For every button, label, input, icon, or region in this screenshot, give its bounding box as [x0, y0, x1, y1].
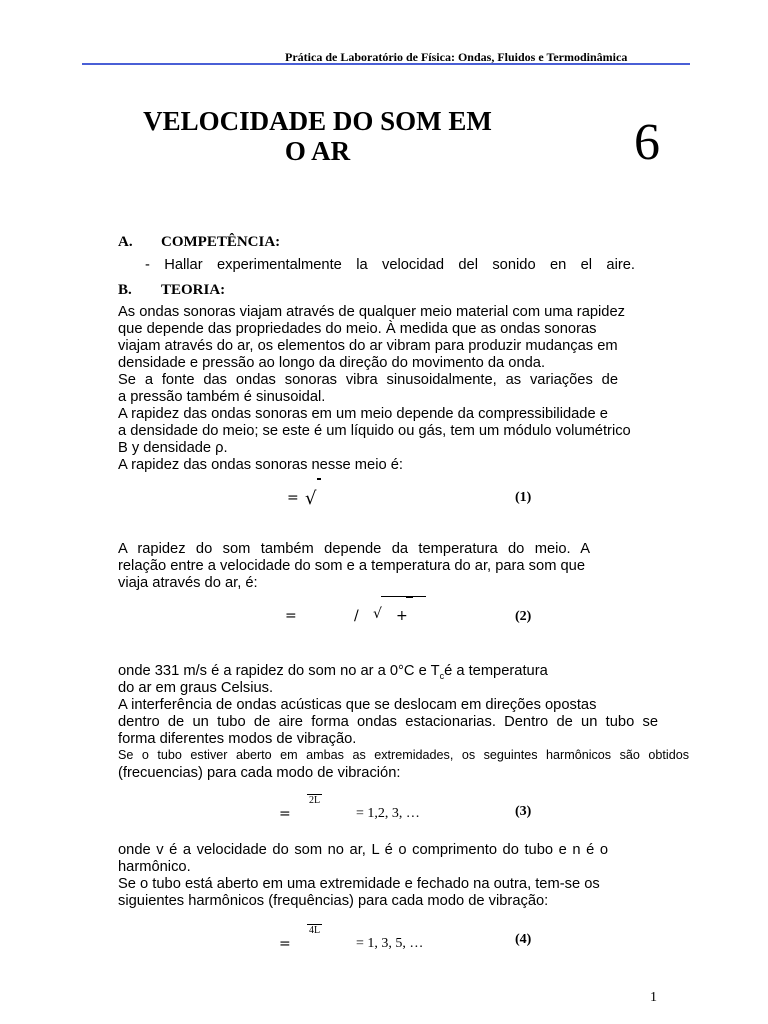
theory-paragraph-1	[118, 304, 625, 372]
text-line: viaja através do ar, é:	[118, 575, 258, 591]
text-line: do ar em graus Celsius.	[118, 680, 274, 696]
equation-4-values: = 1, 3, 5, …	[356, 936, 424, 951]
chapter-number: 6	[634, 114, 660, 171]
page-number: 1	[650, 990, 657, 1005]
text-line	[118, 663, 658, 680]
theory-paragraph-2	[118, 372, 618, 406]
theory-paragraph-5	[118, 663, 658, 748]
equation-1-equals: =	[287, 490, 299, 506]
text-line: que depende das propriedades do meio. À medida que as ondas sonoras	[118, 321, 597, 337]
text-line: Se a fonte das ondas sonoras vibra sinusoidalmente, as variações de	[118, 372, 618, 388]
equation-2-plus: +	[396, 608, 408, 624]
equation-4-equals: =	[279, 936, 291, 952]
section-b-heading	[118, 282, 225, 299]
section-a-title: COMPETÊNCIA:	[161, 234, 281, 250]
equation-2-radical-bar	[381, 596, 426, 597]
running-header: Prática de Laboratório de Física: Ondas, Fluidos e Termodinâmica	[285, 50, 628, 64]
equation-1-number: (1)	[515, 490, 532, 505]
competence-bullet: - Hallar experimentalmente la velocidad del sonido en el aire.	[145, 257, 635, 273]
text-line: dentro de un tubo de aire forma ondas estacionarias. Dentro de un tubo se	[118, 714, 658, 730]
section-b-letter: B.	[118, 282, 132, 298]
theory-paragraph-6: (frecuencias) para cada modo de vibración:	[118, 765, 401, 781]
text-line: A rapidez das ondas sonoras nesse meio é:	[118, 457, 403, 473]
equation-4-number: (4)	[515, 932, 532, 947]
text-line-part: é a temperatura	[444, 663, 548, 679]
text-line: Se o tubo está aberto em uma extremidade e fechado na outra, tem-se os	[118, 876, 600, 892]
text-line: forma diferentes modos de vibração.	[118, 731, 357, 747]
text-line: a densidade do meio; se este é um líquido ou gás, tem um módulo volumétrico	[118, 423, 631, 439]
theory-paragraph-4	[118, 541, 590, 592]
section-a-heading	[118, 234, 280, 251]
theory-small-line: Se o tubo estiver aberto em ambas as extremidades, os seguintes harmônicos são obtidos	[118, 748, 689, 762]
equation-2-denominator	[406, 598, 413, 610]
chapter-title	[130, 106, 505, 166]
equation-2-slash: /	[354, 608, 359, 624]
equation-4-denominator: 4L	[309, 925, 321, 936]
text-line: relação entre a velocidade do som e a temperatura do ar, para som que	[118, 558, 586, 574]
equation-1-fraction	[317, 478, 321, 480]
equation-3-fraction	[307, 794, 322, 807]
equation-3-values: = 1,2, 3, …	[356, 806, 420, 821]
equation-2-root: √	[373, 606, 382, 622]
equation-2-fraction	[406, 597, 413, 610]
text-line: As ondas sonoras viajam através de qualquer meio material com uma rapidez	[118, 304, 625, 320]
text-line: harmônico.	[118, 859, 191, 875]
header-rule	[82, 63, 690, 65]
equation-2-number: (2)	[515, 609, 532, 624]
theory-paragraph-7	[118, 842, 608, 910]
text-line: siguientes harmônicos (frequências) para cada modo de vibração:	[118, 893, 549, 909]
text-line: A rapidez das ondas sonoras em um meio depende da compressibilidade e	[118, 406, 608, 422]
chapter-title-line-1: VELOCIDADE DO SOM EM	[143, 106, 492, 136]
equation-3-denominator: 2L	[309, 795, 321, 806]
text-line-part: onde 331 m/s é a rapidez do som no ar a 0°C e T	[118, 663, 440, 679]
theory-paragraph-3	[118, 406, 631, 474]
equation-3-number: (3)	[515, 804, 532, 819]
equation-2-equals: =	[285, 608, 297, 624]
equation-4	[260, 924, 460, 960]
equation-4-fraction	[307, 924, 322, 937]
text-line: A rapidez do som também depende da temperatura do meio. A	[118, 541, 590, 557]
subscript-c: c	[439, 670, 445, 681]
equation-3-equals: =	[279, 806, 291, 822]
text-line: B y densidade ρ.	[118, 440, 228, 456]
equation-3	[260, 794, 460, 830]
section-b-title: TEORIA:	[161, 282, 226, 298]
equation-1-numerator	[317, 479, 321, 480]
text-line: onde v é a velocidade do som no ar, L é o comprimento do tubo e n é o	[118, 842, 608, 858]
text-line: a pressão também é sinusoidal.	[118, 389, 326, 405]
chapter-title-line-2: O AR	[284, 136, 351, 166]
text-line: viajam através do ar, os elementos do ar vibram para produzir mudanças em	[118, 338, 618, 354]
equation-2	[268, 596, 438, 630]
section-a-letter: A.	[118, 234, 133, 250]
text-line: A interferência de ondas acústicas que se deslocam em direções opostas	[118, 697, 597, 713]
text-line: densidade e pressão ao longo da direção do movimento da onda.	[118, 355, 546, 371]
equation-1-root: √	[305, 488, 317, 509]
